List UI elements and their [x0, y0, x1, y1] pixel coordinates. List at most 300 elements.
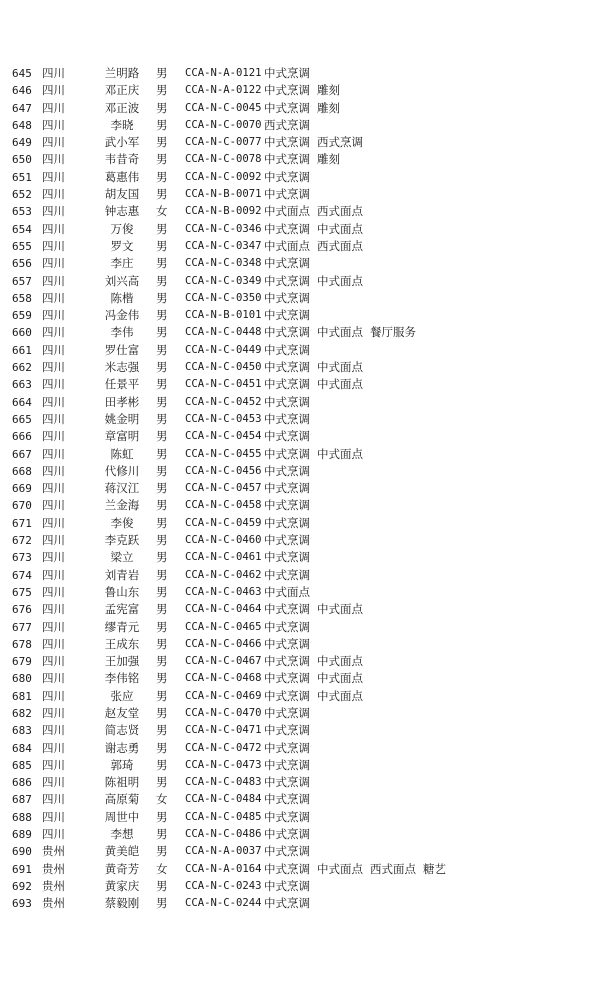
name-cell: 罗仕富	[104, 342, 140, 357]
name-cell: 刘兴高	[104, 273, 140, 288]
gender-cell: 男	[156, 827, 168, 842]
row-number: 662	[12, 361, 32, 375]
skill-cell: 中式烹调	[264, 550, 310, 565]
gender-cell: 男	[156, 896, 168, 911]
gender-cell: 男	[156, 238, 168, 253]
table-row	[0, 497, 600, 514]
row-number: 670	[12, 499, 32, 513]
certificate-code-cell: CCA-N-C-0465	[185, 620, 262, 633]
gender-cell: 男	[156, 636, 168, 651]
province-cell: 贵州	[42, 878, 65, 893]
skill-cell: 中式烹调	[264, 429, 310, 444]
province-cell: 四川	[42, 602, 65, 617]
name-cell: 李晓	[110, 117, 134, 132]
skill-cell: 中式烹调	[264, 273, 310, 288]
skill-cell: 中式烹调	[264, 671, 310, 686]
skill-cell: 中式烹调	[264, 757, 310, 772]
name-cell: 兰金海	[104, 498, 140, 513]
table-row	[0, 221, 600, 238]
skill-cell: 中式烹调	[264, 135, 310, 150]
table-row	[0, 567, 600, 584]
skill-cell: 西式面点	[317, 238, 363, 253]
table-row	[0, 515, 600, 532]
certificate-code-cell: CCA-N-C-0348	[185, 257, 262, 270]
province-cell: 四川	[42, 515, 65, 530]
row-number: 664	[12, 395, 32, 409]
gender-cell: 男	[156, 723, 168, 738]
name-cell: 韦昔奇	[104, 152, 140, 167]
skill-cell: 中式烹调	[264, 394, 310, 409]
table-row	[0, 480, 600, 497]
name-cell: 代修川	[104, 463, 140, 478]
province-cell: 四川	[42, 377, 65, 392]
table-row	[0, 722, 600, 739]
gender-cell: 男	[156, 221, 168, 236]
skill-cell: 中式面点	[317, 221, 363, 236]
skill-cell: 中式烹调	[264, 515, 310, 530]
name-cell: 高原菊	[104, 792, 140, 807]
province-cell: 四川	[42, 429, 65, 444]
gender-cell: 男	[156, 446, 168, 461]
name-cell: 胡友国	[104, 187, 140, 202]
province-cell: 四川	[42, 533, 65, 548]
certificate-code-cell: CCA-N-C-0349	[185, 274, 262, 287]
province-cell: 四川	[42, 360, 65, 375]
province-cell: 四川	[42, 187, 65, 202]
skill-cell: 中式面点	[264, 238, 310, 253]
skill-cell: 中式烹调	[264, 446, 310, 461]
table-row	[0, 636, 600, 653]
province-cell: 四川	[42, 411, 65, 426]
table-row	[0, 186, 600, 203]
table-row	[0, 895, 600, 912]
certificate-code-cell: CCA-N-C-0045	[185, 101, 262, 114]
gender-cell: 男	[156, 187, 168, 202]
row-number: 649	[12, 136, 32, 150]
table-row	[0, 740, 600, 757]
table-row	[0, 878, 600, 895]
table-row	[0, 411, 600, 428]
province-cell: 四川	[42, 757, 65, 772]
row-number: 678	[12, 637, 32, 651]
province-cell: 四川	[42, 221, 65, 236]
certificate-code-cell: CCA-N-C-0466	[185, 637, 262, 650]
gender-cell: 男	[156, 671, 168, 686]
gender-cell: 男	[156, 550, 168, 565]
name-cell: 姚金明	[104, 411, 140, 426]
gender-cell: 男	[156, 740, 168, 755]
skill-cell: 中式烹调	[264, 411, 310, 426]
table-row	[0, 446, 600, 463]
skill-cell: 中式烹调	[264, 152, 310, 167]
table-row	[0, 670, 600, 687]
skill-cell: 中式烹调	[264, 290, 310, 305]
gender-cell: 男	[156, 654, 168, 669]
table-row	[0, 255, 600, 272]
name-cell: 任景平	[104, 377, 140, 392]
skill-cell: 中式烹调	[264, 377, 310, 392]
table-row	[0, 359, 600, 376]
gender-cell: 男	[156, 83, 168, 98]
name-cell: 刘青岩	[104, 567, 140, 582]
skill-cell: 中式烹调	[264, 83, 310, 98]
table-row	[0, 584, 600, 601]
table-row	[0, 134, 600, 151]
skill-cell: 中式面点	[317, 325, 363, 340]
skill-cell: 西式烹调	[264, 117, 310, 132]
table-row	[0, 324, 600, 341]
table-row	[0, 688, 600, 705]
certificate-code-cell: CCA-N-C-0484	[185, 793, 262, 806]
gender-cell: 男	[156, 705, 168, 720]
certificate-code-cell: CCA-N-C-0347	[185, 239, 262, 252]
row-number: 660	[12, 326, 32, 340]
certificate-code-cell: CCA-N-C-0458	[185, 499, 262, 512]
name-cell: 王成东	[104, 636, 140, 651]
gender-cell: 男	[156, 169, 168, 184]
skill-cell: 中式烹调	[264, 844, 310, 859]
gender-cell: 男	[156, 152, 168, 167]
table-row	[0, 428, 600, 445]
skill-cell: 中式面点	[317, 654, 363, 669]
table-row	[0, 65, 600, 82]
gender-cell: 男	[156, 878, 168, 893]
name-cell: 谢志勇	[104, 740, 140, 755]
province-cell: 四川	[42, 463, 65, 478]
row-number: 647	[12, 101, 32, 115]
gender-cell: 男	[156, 117, 168, 132]
certificate-code-cell: CCA-N-C-0471	[185, 724, 262, 737]
certificate-code-cell: CCA-N-C-0350	[185, 291, 262, 304]
skill-cell: 中式烹调	[264, 66, 310, 80]
name-cell: 万俊	[110, 221, 134, 236]
name-cell: 罗文	[110, 238, 134, 253]
row-number: 673	[12, 551, 32, 565]
name-cell: 邓正波	[104, 100, 140, 115]
skill-cell: 餐厅服务	[370, 325, 416, 340]
gender-cell: 男	[156, 308, 168, 323]
gender-cell: 男	[156, 360, 168, 375]
province-cell: 四川	[42, 827, 65, 842]
province-cell: 四川	[42, 550, 65, 565]
name-cell: 黄家庆	[104, 878, 140, 893]
table-row	[0, 100, 600, 117]
row-number: 690	[12, 845, 32, 859]
certificate-code-cell: CCA-N-C-0070	[185, 118, 262, 131]
table-row	[0, 549, 600, 566]
name-cell: 邓正庆	[104, 83, 140, 98]
name-cell: 李伟	[110, 325, 134, 340]
gender-cell: 男	[156, 377, 168, 392]
name-cell: 孟宪富	[104, 602, 140, 617]
row-number: 674	[12, 568, 32, 582]
skill-cell: 中式烹调	[264, 878, 310, 893]
skill-cell: 中式烹调	[264, 187, 310, 202]
province-cell: 贵州	[42, 896, 65, 911]
gender-cell: 男	[156, 481, 168, 496]
skill-cell: 西式面点	[317, 204, 363, 219]
row-number: 651	[12, 170, 32, 184]
row-number: 658	[12, 291, 32, 305]
gender-cell: 男	[156, 757, 168, 772]
skill-cell: 中式烹调	[264, 775, 310, 790]
certificate-code-cell: CCA-N-C-0470	[185, 706, 262, 719]
province-cell: 四川	[42, 792, 65, 807]
skill-cell: 中式烹调	[264, 342, 310, 357]
row-number: 677	[12, 620, 32, 634]
province-cell: 四川	[42, 688, 65, 703]
certificate-code-cell: CCA-N-C-0455	[185, 447, 262, 460]
skill-cell: 中式烹调	[264, 256, 310, 271]
skill-cell: 中式烹调	[264, 169, 310, 184]
certificate-code-cell: CCA-N-C-0448	[185, 326, 262, 339]
gender-cell: 女	[156, 861, 168, 876]
row-number: 679	[12, 655, 32, 669]
name-cell: 黄美皑	[104, 844, 140, 859]
row-number: 675	[12, 585, 32, 599]
gender-cell: 女	[156, 792, 168, 807]
table-row	[0, 203, 600, 220]
certificate-code-cell: CCA-N-C-0463	[185, 585, 262, 598]
certificate-code-cell: CCA-N-C-0462	[185, 568, 262, 581]
table-row	[0, 376, 600, 393]
row-number: 687	[12, 793, 32, 807]
skill-cell: 中式面点	[317, 273, 363, 288]
gender-cell: 女	[156, 204, 168, 219]
table-row	[0, 238, 600, 255]
name-cell: 陈虹	[110, 446, 134, 461]
province-cell: 四川	[42, 169, 65, 184]
row-number: 685	[12, 758, 32, 772]
certificate-code-cell: CCA-N-C-0244	[185, 897, 262, 910]
gender-cell: 男	[156, 619, 168, 634]
province-cell: 四川	[42, 498, 65, 513]
row-number: 691	[12, 862, 32, 876]
row-number: 683	[12, 724, 32, 738]
certificate-code-cell: CCA-N-C-0454	[185, 430, 262, 443]
gender-cell: 男	[156, 463, 168, 478]
province-cell: 四川	[42, 394, 65, 409]
gender-cell: 男	[156, 325, 168, 340]
gender-cell: 男	[156, 584, 168, 599]
gender-cell: 男	[156, 567, 168, 582]
province-cell: 四川	[42, 152, 65, 167]
province-cell: 四川	[42, 740, 65, 755]
skill-cell: 中式烹调	[264, 567, 310, 582]
name-cell: 梁立	[110, 550, 134, 565]
row-number: 686	[12, 776, 32, 790]
province-cell: 四川	[42, 238, 65, 253]
table-row	[0, 843, 600, 860]
skill-cell: 中式烹调	[264, 100, 310, 115]
province-cell: 四川	[42, 204, 65, 219]
row-number: 655	[12, 239, 32, 253]
row-number: 652	[12, 188, 32, 202]
province-cell: 四川	[42, 446, 65, 461]
skill-cell: 中式烹调	[264, 896, 310, 911]
table-row	[0, 619, 600, 636]
row-number: 661	[12, 343, 32, 357]
row-number: 668	[12, 464, 32, 478]
table-row	[0, 169, 600, 186]
certificate-code-cell: CCA-N-C-0459	[185, 516, 262, 529]
name-cell: 周世中	[104, 809, 140, 824]
certificate-code-cell: CCA-N-C-0243	[185, 879, 262, 892]
row-number: 648	[12, 118, 32, 132]
certificate-code-cell: CCA-N-C-0460	[185, 534, 262, 547]
certificate-code-cell: CCA-N-C-0452	[185, 395, 262, 408]
certificate-code-cell: CCA-N-A-0122	[185, 84, 262, 97]
gender-cell: 男	[156, 775, 168, 790]
skill-cell: 中式烹调	[264, 636, 310, 651]
certificate-code-cell: CCA-N-A-0037	[185, 845, 262, 858]
table-row	[0, 151, 600, 168]
province-cell: 四川	[42, 809, 65, 824]
name-cell: 李俊	[110, 515, 134, 530]
table-row	[0, 774, 600, 791]
province-cell: 四川	[42, 135, 65, 150]
certificate-code-cell: CCA-N-C-0485	[185, 810, 262, 823]
certificate-code-cell: CCA-N-C-0457	[185, 482, 262, 495]
row-number: 654	[12, 222, 32, 236]
province-cell: 四川	[42, 273, 65, 288]
province-cell: 四川	[42, 723, 65, 738]
name-cell: 缪青元	[104, 619, 140, 634]
row-number: 667	[12, 447, 32, 461]
certificate-code-cell: CCA-N-C-0449	[185, 343, 262, 356]
row-number: 680	[12, 672, 32, 686]
province-cell: 四川	[42, 308, 65, 323]
name-cell: 李想	[110, 827, 134, 842]
province-cell: 四川	[42, 671, 65, 686]
skill-cell: 中式面点	[317, 671, 363, 686]
province-cell: 四川	[42, 636, 65, 651]
certificate-code-cell: CCA-N-B-0071	[185, 188, 262, 201]
certificate-code-cell: CCA-N-C-0469	[185, 689, 262, 702]
table-row	[0, 826, 600, 843]
certificate-code-cell: CCA-N-C-0078	[185, 153, 262, 166]
row-number: 646	[12, 84, 32, 98]
skill-cell: 中式烹调	[264, 360, 310, 375]
gender-cell: 男	[156, 411, 168, 426]
name-cell: 米志强	[104, 360, 140, 375]
skill-cell: 中式面点	[317, 602, 363, 617]
table-row	[0, 757, 600, 774]
name-cell: 赵友堂	[104, 705, 140, 720]
skill-cell: 西式面点	[370, 861, 416, 876]
certificate-code-cell: CCA-N-C-0092	[185, 170, 262, 183]
row-number: 656	[12, 257, 32, 271]
skill-cell: 中式烹调	[264, 723, 310, 738]
skill-cell: 中式烹调	[264, 740, 310, 755]
gender-cell: 男	[156, 602, 168, 617]
gender-cell: 男	[156, 515, 168, 530]
province-cell: 四川	[42, 256, 65, 271]
name-cell: 陈祖明	[104, 775, 140, 790]
name-cell: 钟志惠	[104, 204, 140, 219]
skill-cell: 糖艺	[423, 861, 446, 876]
gender-cell: 男	[156, 394, 168, 409]
table-row	[0, 705, 600, 722]
gender-cell: 男	[156, 429, 168, 444]
name-cell: 王加强	[104, 654, 140, 669]
province-cell: 四川	[42, 290, 65, 305]
name-cell: 李庄	[110, 256, 134, 271]
certificate-code-cell: CCA-N-C-0456	[185, 464, 262, 477]
certificate-code-cell: CCA-N-A-0121	[185, 67, 262, 79]
province-cell: 四川	[42, 342, 65, 357]
skill-cell: 中式烹调	[264, 481, 310, 496]
row-number: 669	[12, 482, 32, 496]
name-cell: 鲁山东	[104, 584, 140, 599]
province-cell: 四川	[42, 705, 65, 720]
table-row	[0, 117, 600, 134]
province-cell: 四川	[42, 619, 65, 634]
province-cell: 四川	[42, 100, 65, 115]
skill-cell: 雕刻	[317, 100, 340, 115]
skill-cell: 雕刻	[317, 83, 340, 98]
skill-cell: 中式烹调	[264, 654, 310, 669]
table-row	[0, 290, 600, 307]
province-cell: 四川	[42, 654, 65, 669]
certificate-code-cell: CCA-N-C-0472	[185, 741, 262, 754]
certificate-code-cell: CCA-N-C-0450	[185, 361, 262, 374]
certificate-code-cell: CCA-N-C-0451	[185, 378, 262, 391]
table-row	[0, 463, 600, 480]
skill-cell: 中式面点	[317, 446, 363, 461]
certificate-code-cell: CCA-N-B-0092	[185, 205, 262, 218]
province-cell: 四川	[42, 325, 65, 340]
row-number: 653	[12, 205, 32, 219]
skill-cell: 中式烹调	[264, 705, 310, 720]
skill-cell: 中式面点	[317, 377, 363, 392]
skill-cell: 雕刻	[317, 152, 340, 167]
skill-cell: 中式烹调	[264, 809, 310, 824]
certificate-code-cell: CCA-N-C-0467	[185, 655, 262, 668]
skill-cell: 中式面点	[317, 861, 363, 876]
name-cell: 蒋汉江	[104, 481, 140, 496]
row-number: 681	[12, 689, 32, 703]
skill-cell: 中式烹调	[264, 619, 310, 634]
skill-cell: 中式烹调	[264, 533, 310, 548]
row-number: 657	[12, 274, 32, 288]
province-cell: 四川	[42, 775, 65, 790]
skill-cell: 中式烹调	[264, 463, 310, 478]
skill-cell: 中式烹调	[264, 308, 310, 323]
name-cell: 蔡毅刚	[104, 896, 140, 911]
name-cell: 黄奇芳	[104, 861, 140, 876]
name-cell: 冯金伟	[104, 308, 140, 323]
name-cell: 兰明路	[104, 66, 140, 80]
province-cell: 四川	[42, 117, 65, 132]
gender-cell: 男	[156, 498, 168, 513]
member-table	[0, 65, 600, 913]
row-number: 684	[12, 741, 32, 755]
name-cell: 李伟铭	[104, 671, 140, 686]
row-number: 659	[12, 309, 32, 323]
name-cell: 李克跃	[104, 533, 140, 548]
province-cell: 四川	[42, 66, 65, 80]
row-number: 666	[12, 430, 32, 444]
table-row	[0, 532, 600, 549]
row-number: 663	[12, 378, 32, 392]
skill-cell: 中式烹调	[264, 325, 310, 340]
row-number: 645	[12, 67, 32, 80]
skill-cell: 西式烹调	[317, 135, 363, 150]
skill-cell: 中式烹调	[264, 602, 310, 617]
certificate-code-cell: CCA-N-C-0464	[185, 603, 262, 616]
province-cell: 四川	[42, 83, 65, 98]
